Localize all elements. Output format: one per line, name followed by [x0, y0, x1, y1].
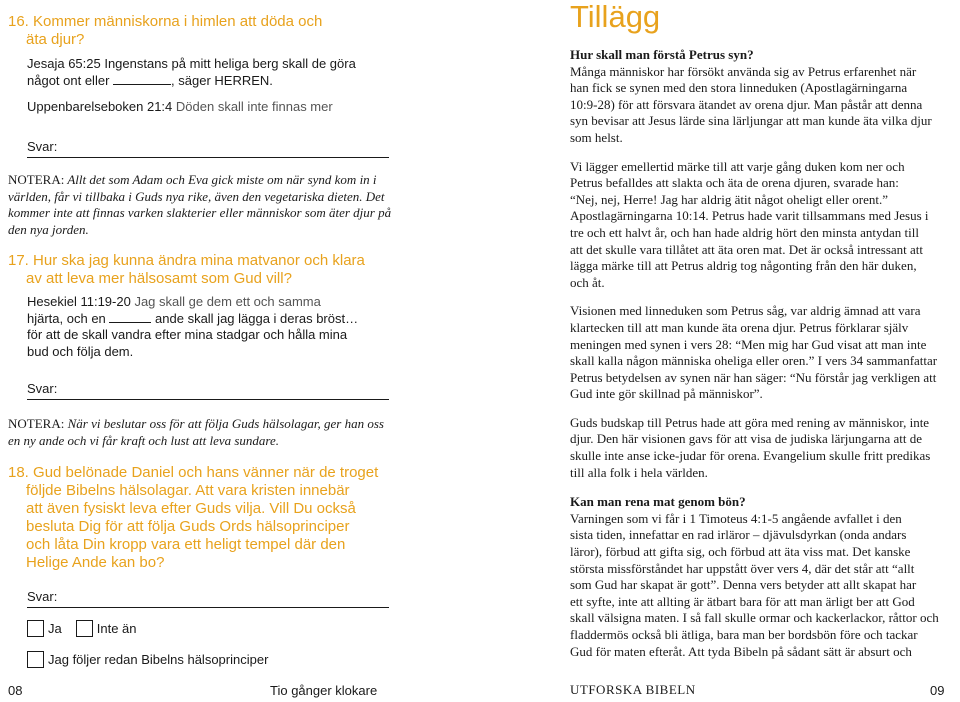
- question-title-line1: Kommer människorna i himlen att döda och: [33, 13, 323, 30]
- option-already-label: Jag följer redan Bibelns hälsoprinciper: [48, 652, 269, 667]
- question-title-line: besluta Dig för att följa Guds Ords hälsoprinciper: [26, 518, 350, 535]
- option-row-1: [27, 620, 137, 637]
- question-title-line: att även fysiskt leva efter Guds vilja. Vill Du också: [26, 500, 356, 517]
- question-17-heading: [8, 252, 398, 288]
- question-title-line: och låta Din kropp vara ett heligt tempel där den: [26, 536, 346, 553]
- note-label: NOTERA:: [8, 172, 65, 187]
- answer-line[interactable]: [27, 157, 389, 158]
- page-title: Tillägg: [570, 0, 661, 34]
- verse-line: något ont eller , säger HERREN.: [27, 72, 273, 88]
- note-text: Allt det som Adam och Eva gick miste om när synd kom in i världen, får vi tillbaka i Guds nya rike, även den vegetariska dieten. Det kommer inte att finnas varken slakterier eller människor som äter djur på den nya jorden.: [8, 172, 392, 237]
- question-18-heading: [8, 464, 398, 572]
- question-18-answer[interactable]: [27, 588, 389, 608]
- verse-reference: Uppenbarelseboken 21:4: [27, 99, 173, 114]
- checkbox-not-yet[interactable]: [76, 620, 93, 637]
- question-16-answer[interactable]: [27, 138, 389, 158]
- question-title-line: följde Bibelns hälsolagar. Att vara kristen innebär: [26, 482, 350, 499]
- right-column: [570, 47, 955, 660]
- question-title-line2: av att leva mer hälsosamt som Gud vill?: [26, 270, 292, 287]
- paragraph-1: Många människor har försökt använda sig av Petrus erfarenhet när han fick se synen med den stora linneduken (Apostlagärningarna 10:9-28) för att försvara ätandet av orena djur. Man påstår att denna syn bevisar att Jesus lärde sina lärljungar att man kunde äta vilka djur som helst.: [570, 63, 932, 145]
- question-17-note: [8, 416, 396, 449]
- question-number: 17.: [8, 252, 29, 269]
- section-heading: Kan man rena mat genom bön?: [570, 494, 746, 510]
- paragraph-4: Guds budskap till Petrus hade att göra med rening av människor, inte djur. Den här visionen gavs för att visa de judiska lärjungarna att de skulle inte anse icke-judar för orena. Evangelium skulle fritt predikas till alla folk i hela världen.: [570, 414, 931, 480]
- paragraph-2: Vi lägger emellertid märke till att varje gång duken kom ner och Petrus befalldes att slakta och äta de orena djuren, svarade han: “Nej, nej, Herre! Jag har aldrig ätit något oheligt eller orent.” Apostlagärningarna 10:14. Petrus hade varit tillsammans med Jesus i tre och ett halvt år, och han hade aldrig hört den minsta antydan till att det skulle vara tillåtet att äta oren mat. Det är också intressant att lägga märke till att Petrus aldrig tog någonting från den här duken, och åt.: [570, 158, 929, 290]
- option-row-2: [27, 651, 268, 668]
- question-16-verse1: [27, 56, 397, 89]
- left-footer-title: Tio gånger klokare: [270, 683, 378, 698]
- left-page-number: 08: [8, 683, 23, 698]
- verse-text: Jag skall ge dem ett och samma: [130, 294, 321, 309]
- option-not-yet-label: Inte än: [96, 621, 137, 636]
- question-number: 18.: [8, 464, 29, 481]
- question-16-verse2: [27, 99, 397, 116]
- paragraph-5: Varningen som vi får i 1 Timoteus 4:1-5 angående avfallet i den sista tiden, innefattar en rad irläror – djävulsdyrkan (onda andars läror), förbud att gifta sig, och förbud att äta viss mat. Det kanske största missförståndet har uppstått över vers 4, där det står att “allt som Gud har skapat är gott”. Denna vers betyder att allt skapat har ett syfte, inte att allting är ätbart bara för att man ärligt ber att God skall välsigna maten. I så fall skulle ormar och kackerlackor, råttor och fladdermös också bli ätliga, bara man ber bordsbön före och tackar Gud för maten efteråt. Att tyda Bibeln på sådant sätt är absurt och: [570, 510, 939, 659]
- note-label: NOTERA:: [8, 416, 65, 431]
- verse-line: Jesaja 65:25 Ingenstans på mitt heliga berg skall de göra: [27, 56, 356, 71]
- question-17-verse: Hesekiel 11:19-20 Jag skall ge dem ett och samma hjärta, och en ande skall jag lägga i deras bröst… för att de skall vandra efter mina stadgar och hålla mina bud och följa dem.: [27, 294, 359, 359]
- checkbox-already[interactable]: [27, 651, 44, 668]
- answer-line[interactable]: [27, 399, 389, 400]
- question-title-line2: äta djur?: [26, 31, 85, 48]
- checkbox-yes[interactable]: [27, 620, 44, 637]
- question-title-line1: Hur ska jag kunna ändra mina matvanor och klara: [33, 252, 365, 269]
- section-heading: Hur skall man förstå Petrus syn?: [570, 47, 754, 62]
- question-16-heading: [8, 13, 398, 49]
- answer-label: Svar:: [27, 381, 58, 396]
- question-number: 16.: [8, 13, 29, 30]
- right-page-number: 09: [930, 683, 945, 698]
- question-title-line: Helige Ande kan bo?: [26, 554, 165, 571]
- question-title-line: Gud belönade Daniel och hans vänner när de troget: [33, 464, 379, 481]
- option-yes-label: Ja: [48, 621, 62, 636]
- answer-label: Svar:: [27, 589, 58, 604]
- note-text: När vi beslutar oss för att följa Guds hälsolagar, ger han oss en ny ande och vi får kraft och lust att leva sundare.: [8, 416, 384, 448]
- question-17-answer[interactable]: [27, 380, 389, 400]
- question-16-note: [8, 172, 396, 238]
- verse-reference: Hesekiel 11:19-20: [27, 294, 131, 309]
- paragraph-3: Visionen med linneduken som Petrus såg, var aldrig ämnad att vara klartecken till att man kunde äta orena djur. Petrus förklarar själv meningen med synen i vers 28: “Men mig har Gud visat att man inte skall kalla någon människa oheliga eller oren.” I vers 34 sammanfattar Petrus betydelsen av synen när han säger: “Nu förstår jag verkligen att Gud inte gör skillnad på människor”.: [570, 303, 938, 402]
- answer-label: Svar:: [27, 139, 58, 154]
- verse-text: Döden skall inte finnas mer: [172, 99, 333, 114]
- answer-line[interactable]: [27, 607, 389, 608]
- right-footer-title: UTFORSKA BIBELN: [570, 682, 696, 697]
- fill-in-blank[interactable]: [113, 74, 171, 85]
- fill-in-blank[interactable]: [109, 312, 151, 323]
